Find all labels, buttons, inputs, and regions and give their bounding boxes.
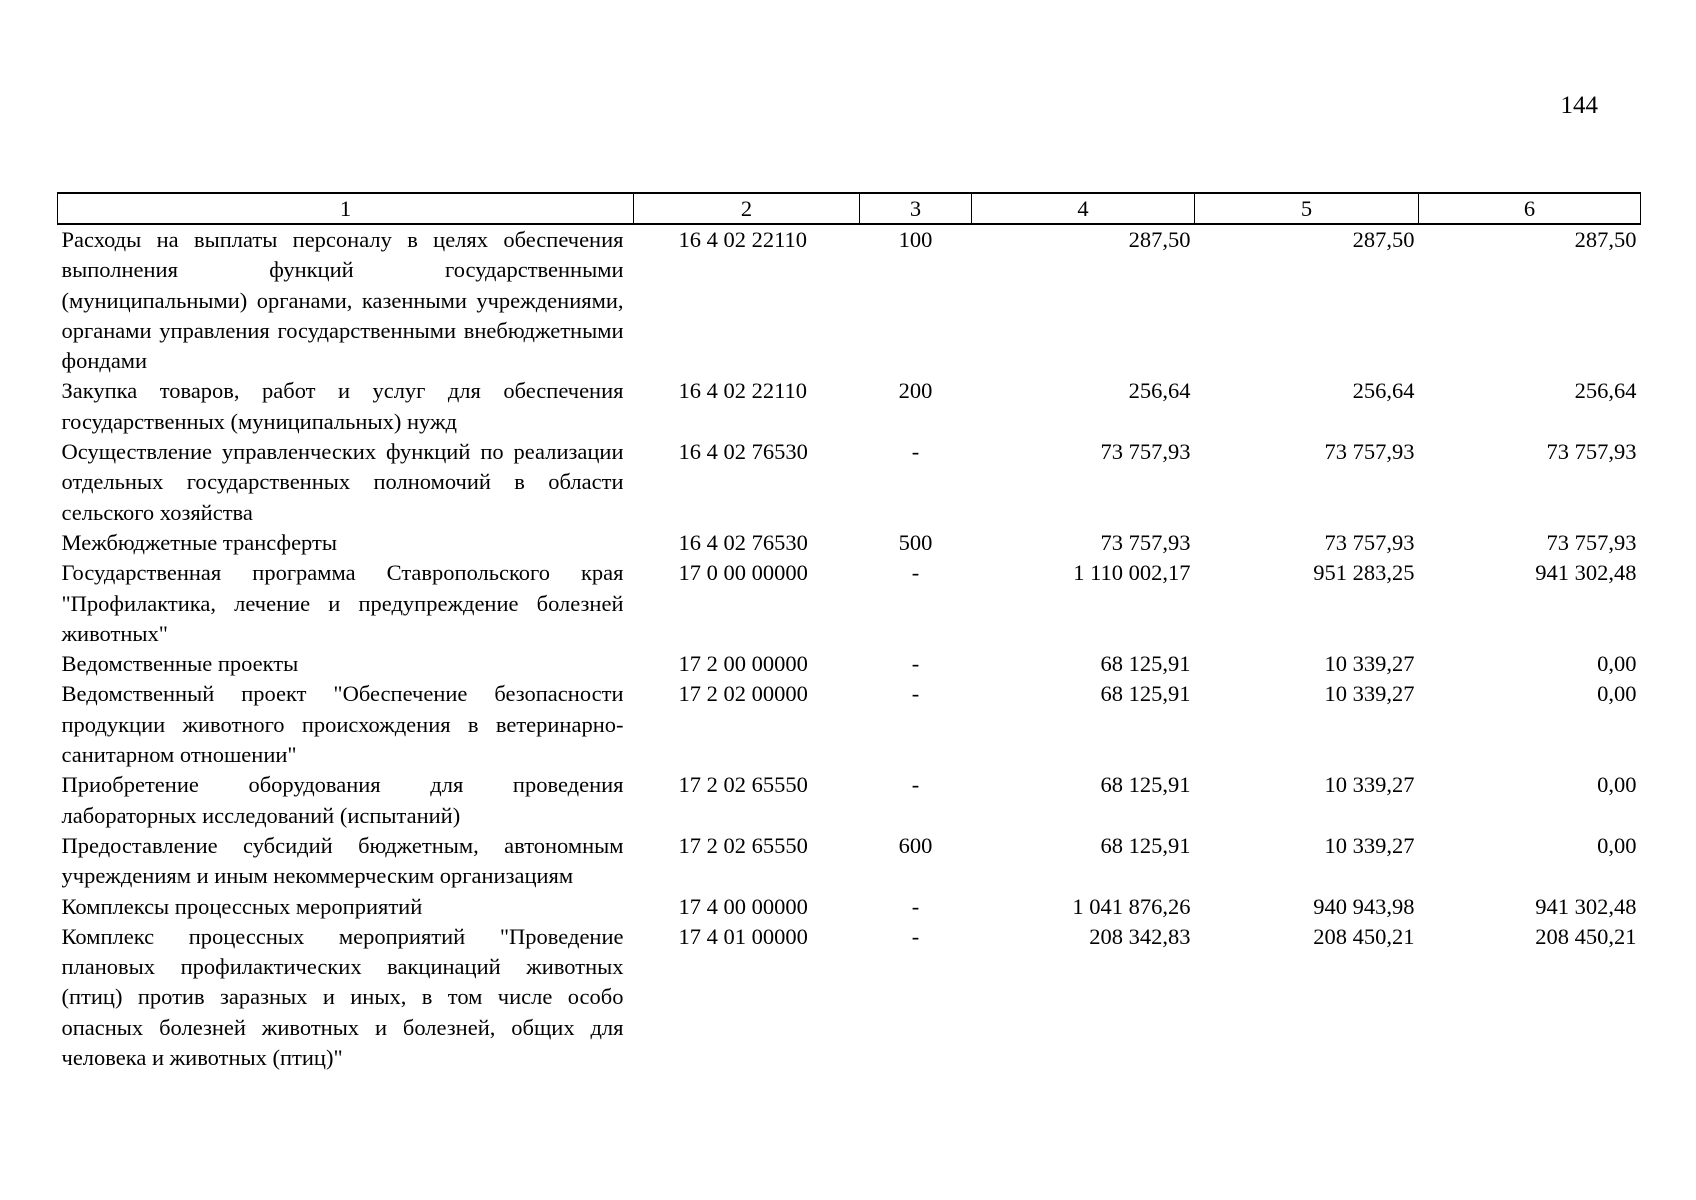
amount-col-6: 0,00 xyxy=(1597,681,1637,707)
amount-col-4: 287,50 xyxy=(1128,227,1191,252)
expense-name: Осуществление управленческих функций по реализации отдельных государственных полномочий в области сельского хозяйства xyxy=(61,439,624,525)
expense-type-code: - xyxy=(911,772,920,798)
header-row xyxy=(58,193,1641,224)
amount-col-6: 287,50 xyxy=(1574,227,1637,252)
expense-name: Расходы на выплаты персоналу в целях обеспечения выполнения функций государственными (муниципальными) органами, казенными учреждениями, органами управления государственными внебюджетными фондами xyxy=(61,227,624,374)
amount-col-6: 941 302,48 xyxy=(1535,560,1637,586)
target-article-code: 17 2 00 00000 xyxy=(678,651,808,677)
target-article-code: 16 4 02 22110 xyxy=(678,378,808,404)
table-header xyxy=(58,193,1641,224)
amount-col-5: 287,50 xyxy=(1352,227,1415,252)
amount-col-6: 0,00 xyxy=(1597,772,1637,798)
target-article-code: 17 0 00 00000 xyxy=(678,560,808,586)
amount-col-5: 940 943,98 xyxy=(1313,893,1415,919)
target-article-code: 17 4 00 00000 xyxy=(678,893,808,919)
expense-name: Ведомственные проекты xyxy=(61,651,299,677)
amount-col-4: 1 110 002,17 xyxy=(1073,560,1191,586)
amount-col-4: 68 125,91 xyxy=(1100,832,1191,858)
table-row xyxy=(58,922,1641,1073)
target-article-code: 17 2 02 00000 xyxy=(678,681,808,707)
table-row xyxy=(58,437,1641,528)
table-row xyxy=(58,679,1641,770)
table-body xyxy=(58,224,1641,1073)
expense-type-code: - xyxy=(911,439,920,465)
expense-name: Комплекс процессных мероприятий "Проведение плановых профилактических вакцинаций животных (птиц) против заразных и иных, в том числе особо опасных болезней животных и болезней, общих для человека и животных (птиц)" xyxy=(61,923,624,1071)
amount-col-4: 68 125,91 xyxy=(1100,772,1191,798)
amount-col-4: 1 041 876,26 xyxy=(1072,893,1191,919)
table-row xyxy=(58,376,1641,437)
amount-col-5: 73 757,93 xyxy=(1324,439,1415,465)
table-row xyxy=(58,224,1641,376)
expense-name: Ведомственный проект "Обеспечение безопасности продукции животного происхождения в ветеринарно-санитарном отношении" xyxy=(61,681,624,768)
header-cell: 5 xyxy=(1195,193,1419,224)
target-article-code: 17 4 01 00000 xyxy=(678,923,808,949)
amount-col-5: 10 339,27 xyxy=(1324,681,1415,707)
expense-type-code: - xyxy=(911,681,920,707)
amount-col-4: 68 125,91 xyxy=(1100,651,1191,677)
header-cell: 4 xyxy=(972,193,1195,224)
table-row xyxy=(58,558,1641,649)
amount-col-4: 73 757,93 xyxy=(1100,439,1191,465)
amount-col-4: 73 757,93 xyxy=(1100,529,1191,555)
expense-type-code: 200 xyxy=(898,378,933,404)
amount-col-5: 73 757,93 xyxy=(1324,529,1415,555)
expense-name: Государственная программа Ставропольского края "Профилактика, лечение и предупреждение болезней животных" xyxy=(61,560,624,646)
budget-table xyxy=(57,192,1641,1073)
header-cell: 2 xyxy=(634,193,860,224)
amount-col-5: 951 283,25 xyxy=(1313,560,1415,586)
amount-col-5: 10 339,27 xyxy=(1324,832,1415,858)
page-number: 144 xyxy=(1560,92,1598,119)
amount-col-5: 208 450,21 xyxy=(1313,923,1415,949)
target-article-code: 16 4 02 76530 xyxy=(678,439,808,465)
table-row xyxy=(58,892,1641,922)
expense-type-code: 500 xyxy=(898,529,933,555)
table-row xyxy=(58,770,1641,831)
target-article-code: 16 4 02 22110 xyxy=(678,227,808,252)
table-row xyxy=(58,649,1641,679)
header-cell: 6 xyxy=(1419,193,1641,224)
expense-name: Предоставление субсидий бюджетным, автономным учреждениям и иным некоммерческим организациям xyxy=(61,832,624,889)
expense-type-code: 100 xyxy=(898,227,933,252)
amount-col-6: 208 450,21 xyxy=(1535,923,1637,949)
expense-type-code: - xyxy=(911,651,920,677)
expense-name: Закупка товаров, работ и услуг для обеспечения государственных (муниципальных) нужд xyxy=(61,378,624,434)
table-row xyxy=(58,528,1641,558)
header-cell: 1 xyxy=(58,193,634,224)
amount-col-6: 0,00 xyxy=(1597,832,1637,858)
amount-col-6: 73 757,93 xyxy=(1546,439,1637,465)
amount-col-4: 208 342,83 xyxy=(1089,923,1191,949)
expense-name: Межбюджетные трансферты xyxy=(61,529,337,555)
amount-col-5: 256,64 xyxy=(1352,378,1415,404)
amount-col-4: 68 125,91 xyxy=(1100,681,1191,707)
amount-col-5: 10 339,27 xyxy=(1324,651,1415,677)
amount-col-4: 256,64 xyxy=(1128,378,1191,404)
expense-name: Приобретение оборудования для проведения лабораторных исследований (испытаний) xyxy=(61,772,624,828)
amount-col-5: 10 339,27 xyxy=(1324,772,1415,798)
target-article-code: 17 2 02 65550 xyxy=(678,832,808,858)
expense-type-code: - xyxy=(911,923,920,949)
amount-col-6: 0,00 xyxy=(1597,651,1637,677)
target-article-code: 16 4 02 76530 xyxy=(678,529,808,555)
table-row xyxy=(58,831,1641,892)
amount-col-6: 256,64 xyxy=(1574,378,1637,404)
header-cell: 3 xyxy=(860,193,972,224)
expense-type-code: - xyxy=(911,560,920,586)
expense-type-code: - xyxy=(911,893,920,919)
target-article-code: 17 2 02 65550 xyxy=(678,772,808,798)
expense-type-code: 600 xyxy=(898,832,933,858)
amount-col-6: 941 302,48 xyxy=(1535,893,1637,919)
amount-col-6: 73 757,93 xyxy=(1546,529,1637,555)
expense-name: Комплексы процессных мероприятий xyxy=(61,893,423,919)
